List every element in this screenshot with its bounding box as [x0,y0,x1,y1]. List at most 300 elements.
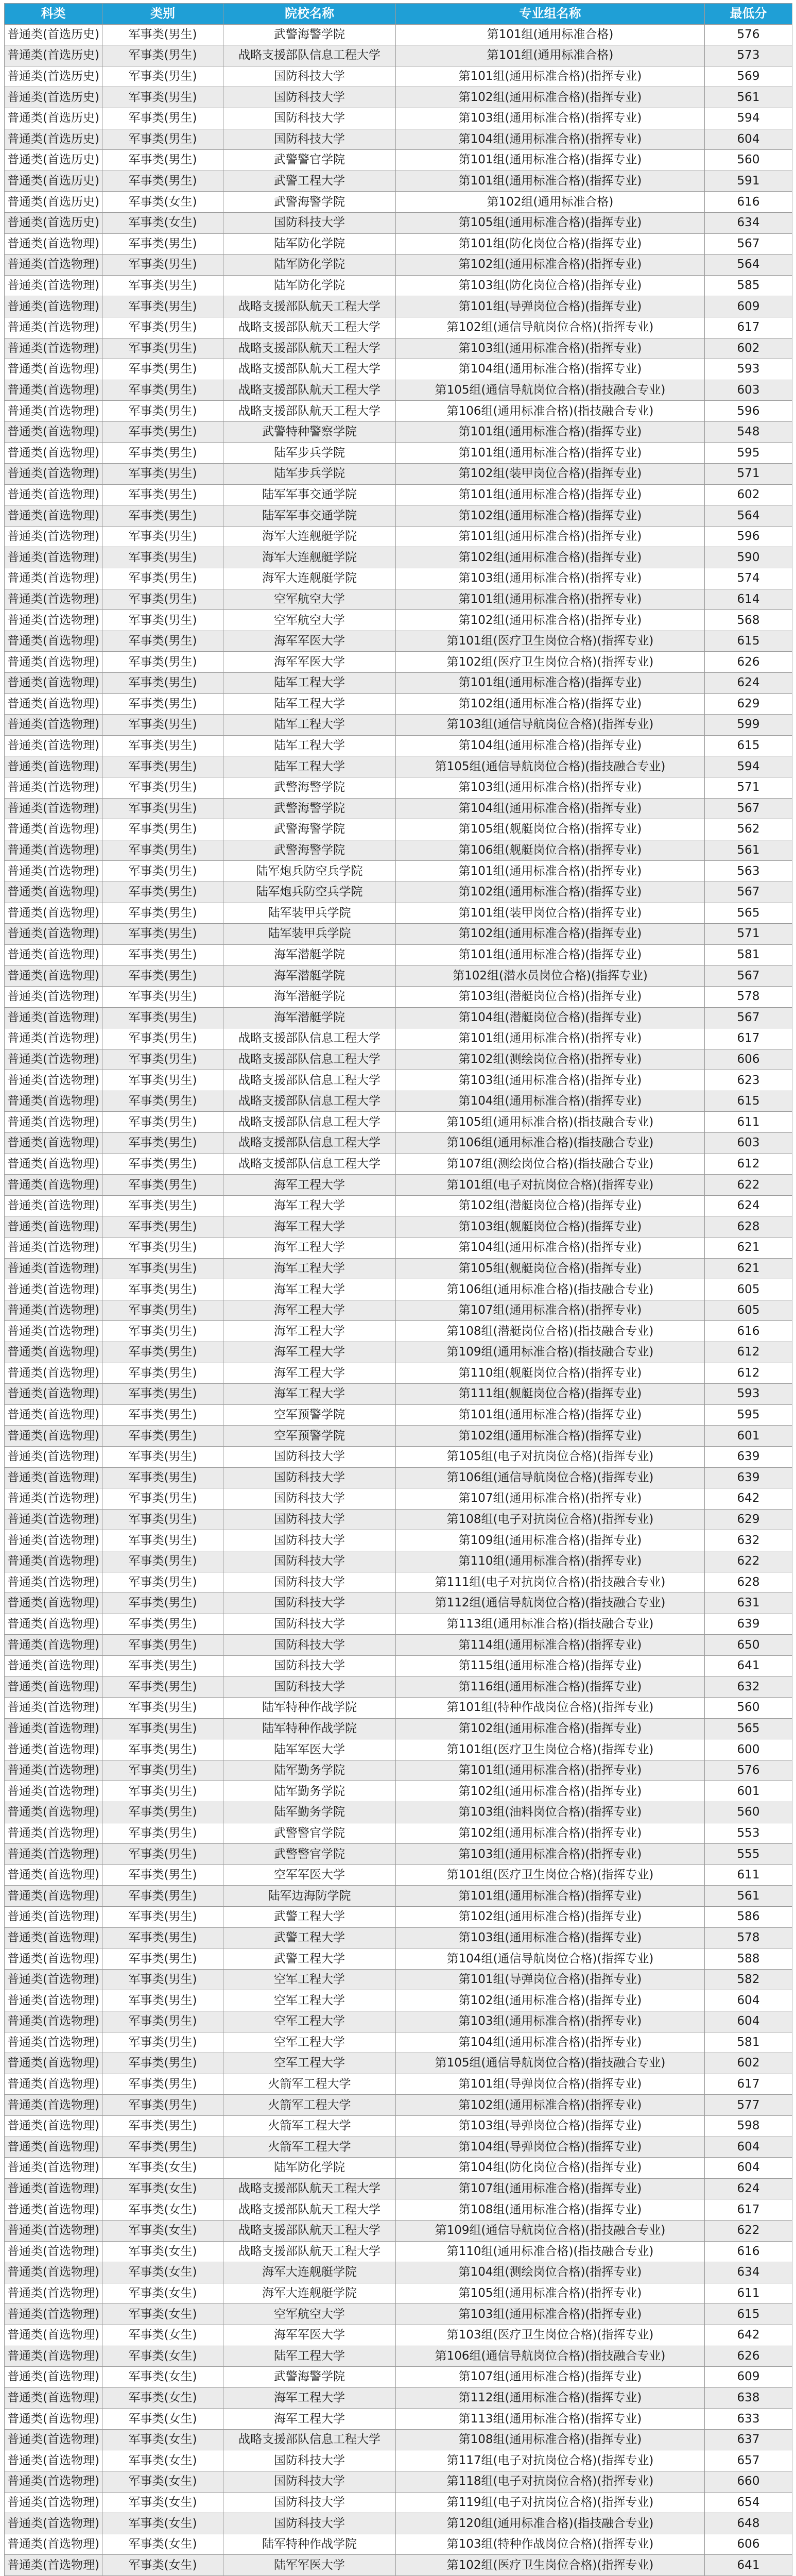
table-row [5,1760,792,1781]
cell-min-score: 603 [705,380,792,401]
table-row [5,2115,792,2137]
cell-school-name: 海军潜艇学院 [223,965,396,987]
cell-major-group: 第104组(通用标准合格)(指挥专业) [396,129,705,150]
cell-school-name: 陆军装甲兵学院 [223,924,396,945]
cell-type: 军事类(男生) [102,24,223,45]
cell-major-group: 第103组(通用标准合格)(指挥专业) [396,2011,705,2032]
cell-type: 军事类(男生) [102,2074,223,2095]
cell-major-group: 第104组(通信导航岗位合格)(指挥专业) [396,1948,705,1970]
cell-school-name: 陆军防化学院 [223,255,396,276]
cell-major-group: 第101组(导弹岗位合格)(指挥专业) [396,2074,705,2095]
cell-major-group: 第102组(通用标准合格)(指挥专业) [396,610,705,631]
cell-school-name: 国防科技大学 [223,2471,396,2493]
table-row [5,1321,792,1342]
table-row [5,589,792,610]
table-row [5,2095,792,2116]
cell-min-score: 578 [705,1927,792,1948]
cell-type: 军事类(女生) [102,2283,223,2304]
cell-min-score: 602 [705,484,792,505]
cell-school-name: 国防科技大学 [223,1614,396,1635]
cell-school-name: 战略支援部队航天工程大学 [223,359,396,380]
cell-subject-category: 普通类(首选物理) [5,1572,102,1593]
cell-type: 军事类(男生) [102,255,223,276]
cell-major-group: 第103组(防化岗位合格)(指挥专业) [396,275,705,296]
cell-subject-category: 普通类(首选物理) [5,2534,102,2555]
table-row [5,1195,792,1216]
cell-min-score: 611 [705,1865,792,1886]
cell-major-group: 第103组(通用标准合格)(指挥专业) [396,1927,705,1948]
cell-school-name: 海军大连舰艇学院 [223,568,396,589]
cell-subject-category: 普通类(首选物理) [5,903,102,924]
cell-school-name: 空军预警学院 [223,1426,396,1447]
table-row [5,212,792,233]
cell-subject-category: 普通类(首选物理) [5,1300,102,1321]
cell-min-score: 567 [705,882,792,903]
cell-min-score: 632 [705,1530,792,1551]
cell-type: 军事类(男生) [102,359,223,380]
cell-type: 军事类(男生) [102,568,223,589]
cell-min-score: 641 [705,2555,792,2576]
cell-type: 军事类(男生) [102,1488,223,1510]
cell-major-group: 第103组(导弹岗位合格)(指挥专业) [396,2115,705,2137]
cell-major-group: 第111组(电子对抗岗位合格)(指技融合专业) [396,1572,705,1593]
cell-type: 军事类(女生) [102,2367,223,2388]
cell-school-name: 武警特种警察学院 [223,421,396,443]
cell-min-score: 571 [705,924,792,945]
cell-type: 军事类(女生) [102,2513,223,2534]
cell-subject-category: 普通类(首选物理) [5,589,102,610]
cell-subject-category: 普通类(首选物理) [5,798,102,819]
cell-school-name: 国防科技大学 [223,1488,396,1510]
cell-subject-category: 普通类(首选物理) [5,1635,102,1656]
cell-min-score: 648 [705,2513,792,2534]
table-row [5,2199,792,2221]
cell-type: 军事类(男生) [102,1279,223,1300]
cell-subject-category: 普通类(首选物理) [5,2053,102,2074]
cell-school-name: 海军工程大学 [223,1300,396,1321]
table-row [5,1802,792,1823]
cell-type: 军事类(男生) [102,1384,223,1405]
cell-school-name: 海军大连舰艇学院 [223,2262,396,2283]
cell-major-group: 第107组(通用标准合格)(指挥专业) [396,2178,705,2199]
cell-min-score: 578 [705,986,792,1007]
cell-major-group: 第101组(通用标准合格)(指挥专业) [396,1028,705,1049]
cell-subject-category: 普通类(首选物理) [5,1404,102,1426]
cell-type: 军事类(男生) [102,547,223,568]
cell-major-group: 第104组(通用标准合格)(指挥专业) [396,359,705,380]
cell-subject-category: 普通类(首选物理) [5,1133,102,1154]
cell-subject-category: 普通类(首选物理) [5,1154,102,1175]
cell-min-score: 601 [705,1781,792,1802]
cell-type: 军事类(女生) [102,2387,223,2409]
cell-major-group: 第110组(通用标准合格)(指挥专业) [396,1551,705,1572]
table-row [5,129,792,150]
cell-major-group: 第101组(医疗卫生岗位合格)(指挥专业) [396,1739,705,1760]
table-row [5,1404,792,1426]
header-type: 类别 [102,4,223,25]
table-row [5,735,792,756]
cell-school-name: 国防科技大学 [223,1655,396,1676]
cell-type: 军事类(男生) [102,1760,223,1781]
cell-major-group: 第105组(通用标准合格)(指挥专业) [396,2283,705,2304]
cell-major-group: 第102组(通用标准合格)(指挥专业) [396,1426,705,1447]
table-row [5,652,792,673]
cell-subject-category: 普通类(首选物理) [5,631,102,652]
cell-major-group: 第103组(通用标准合格)(指挥专业) [396,1844,705,1865]
cell-major-group: 第102组(测绘岗位合格)(指挥专业) [396,1049,705,1070]
cell-min-score: 567 [705,233,792,255]
cell-school-name: 火箭军工程大学 [223,2137,396,2158]
table-row [5,1593,792,1614]
table-row [5,2053,792,2074]
cell-subject-category: 普通类(首选物理) [5,1509,102,1530]
cell-subject-category: 普通类(首选物理) [5,1865,102,1886]
cell-subject-category: 普通类(首选历史) [5,24,102,45]
cell-major-group: 第101组(通用标准合格)(指挥专业) [396,1886,705,1907]
table-row [5,2220,792,2241]
header-min-score: 最低分 [705,4,792,25]
cell-min-score: 576 [705,24,792,45]
cell-type: 军事类(女生) [102,2555,223,2576]
cell-subject-category: 普通类(首选物理) [5,2262,102,2283]
cell-major-group: 第101组(通用标准合格)(指挥专业) [396,1760,705,1781]
cell-type: 军事类(男生) [102,735,223,756]
table-row [5,1175,792,1196]
cell-min-score: 594 [705,108,792,129]
cell-major-group: 第113组(通用标准合格)(指技融合专业) [396,1614,705,1635]
table-row [5,798,792,819]
cell-major-group: 第110组(通用标准合格)(指技融合专业) [396,2241,705,2262]
cell-major-group: 第107组(测绘岗位合格)(指技融合专业) [396,1154,705,1175]
table-row [5,359,792,380]
cell-subject-category: 普通类(首选历史) [5,87,102,108]
table-row [5,673,792,694]
cell-school-name: 陆军边海防学院 [223,1886,396,1907]
cell-subject-category: 普通类(首选物理) [5,1028,102,1049]
cell-school-name: 火箭军工程大学 [223,2095,396,2116]
cell-min-score: 605 [705,1300,792,1321]
cell-min-score: 555 [705,1844,792,1865]
cell-min-score: 568 [705,610,792,631]
cell-type: 军事类(男生) [102,1509,223,1530]
cell-school-name: 战略支援部队信息工程大学 [223,1154,396,1175]
cell-min-score: 560 [705,1802,792,1823]
cell-school-name: 海军工程大学 [223,2387,396,2409]
cell-subject-category: 普通类(首选物理) [5,1216,102,1238]
cell-type: 军事类(男生) [102,819,223,840]
cell-major-group: 第102组(通用标准合格)(指挥专业) [396,2095,705,2116]
cell-type: 军事类(女生) [102,2492,223,2513]
cell-min-score: 573 [705,45,792,66]
cell-subject-category: 普通类(首选物理) [5,2450,102,2471]
cell-min-score: 642 [705,1488,792,1510]
cell-type: 军事类(男生) [102,1467,223,1488]
cell-school-name: 陆军勤务学院 [223,1802,396,1823]
cell-school-name: 战略支援部队信息工程大学 [223,1133,396,1154]
cell-major-group: 第104组(通用标准合格)(指挥专业) [396,798,705,819]
cell-subject-category: 普通类(首选物理) [5,715,102,736]
cell-subject-category: 普通类(首选物理) [5,505,102,527]
table-row [5,1070,792,1091]
cell-min-score: 585 [705,275,792,296]
table-row [5,2450,792,2471]
cell-school-name: 陆军工程大学 [223,715,396,736]
cell-school-name: 战略支援部队航天工程大学 [223,2220,396,2241]
cell-min-score: 574 [705,568,792,589]
table-row [5,1886,792,1907]
cell-major-group: 第101组(通用标准合格)(指挥专业) [396,1404,705,1426]
table-row [5,1154,792,1175]
cell-type: 军事类(男生) [102,1676,223,1698]
cell-subject-category: 普通类(首选物理) [5,1844,102,1865]
cell-major-group: 第105组(通用标准合格)(指挥专业) [396,212,705,233]
table-row [5,1948,792,1970]
table-row [5,2429,792,2450]
cell-type: 军事类(女生) [102,2220,223,2241]
table-row [5,1907,792,1928]
cell-major-group: 第104组(潜艇岗位合格)(指挥专业) [396,1007,705,1028]
table-row [5,1446,792,1467]
cell-major-group: 第109组(通用标准合格)(指技融合专业) [396,1342,705,1363]
cell-type: 军事类(男生) [102,1426,223,1447]
cell-type: 军事类(男生) [102,464,223,485]
cell-type: 军事类(男生) [102,715,223,736]
cell-min-score: 639 [705,1614,792,1635]
cell-min-score: 561 [705,840,792,861]
cell-min-score: 628 [705,1216,792,1238]
cell-min-score: 576 [705,1760,792,1781]
cell-school-name: 武警工程大学 [223,1948,396,1970]
table-row [5,296,792,317]
table-row [5,255,792,276]
cell-major-group: 第105组(电子对抗岗位合格)(指挥专业) [396,1446,705,1467]
cell-major-group: 第108组(通用标准合格)(指挥专业) [396,2429,705,2450]
cell-min-score: 600 [705,1739,792,1760]
cell-school-name: 海军潜艇学院 [223,1007,396,1028]
cell-min-score: 586 [705,1907,792,1928]
cell-subject-category: 普通类(首选物理) [5,1238,102,1259]
cell-subject-category: 普通类(首选物理) [5,2409,102,2430]
table-row [5,1279,792,1300]
table-row [5,965,792,987]
cell-min-score: 606 [705,1049,792,1070]
cell-major-group: 第108组(潜艇岗位合格)(指技融合专业) [396,1321,705,1342]
cell-type: 军事类(男生) [102,296,223,317]
cell-min-score: 626 [705,652,792,673]
cell-subject-category: 普通类(首选历史) [5,150,102,171]
cell-major-group: 第105组(舰艇岗位合格)(指挥专业) [396,1258,705,1279]
cell-type: 军事类(男生) [102,1404,223,1426]
cell-major-group: 第105组(通用标准合格)(指技融合专业) [396,1112,705,1133]
table-row [5,2325,792,2346]
table-row [5,1990,792,2011]
cell-school-name: 空军工程大学 [223,2011,396,2032]
cell-type: 军事类(男生) [102,1718,223,1739]
cell-school-name: 空军工程大学 [223,2032,396,2053]
cell-subject-category: 普通类(首选物理) [5,1614,102,1635]
cell-type: 军事类(女生) [102,2178,223,2199]
table-row [5,2241,792,2262]
cell-min-score: 626 [705,2346,792,2367]
cell-major-group: 第102组(通用标准合格)(指挥专业) [396,547,705,568]
cell-major-group: 第101组(通用标准合格)(指挥专业) [396,526,705,547]
cell-school-name: 武警海警学院 [223,24,396,45]
cell-major-group: 第106组(通信导航岗位合格)(指技融合专业) [396,2346,705,2367]
cell-type: 军事类(女生) [102,2429,223,2450]
cell-major-group: 第101组(通用标准合格) [396,24,705,45]
cell-school-name: 国防科技大学 [223,66,396,87]
cell-type: 军事类(男生) [102,150,223,171]
table-row [5,1530,792,1551]
cell-min-score: 588 [705,1948,792,1970]
cell-subject-category: 普通类(首选物理) [5,693,102,715]
cell-subject-category: 普通类(首选物理) [5,2283,102,2304]
cell-major-group: 第116组(通用标准合格)(指挥专业) [396,1676,705,1698]
cell-school-name: 陆军特种作战学院 [223,2534,396,2555]
cell-type: 军事类(女生) [102,2450,223,2471]
cell-min-score: 616 [705,192,792,213]
cell-type: 军事类(男生) [102,1802,223,1823]
cell-subject-category: 普通类(首选物理) [5,1655,102,1676]
cell-school-name: 陆军炮兵防空兵学院 [223,861,396,882]
cell-subject-category: 普通类(首选历史) [5,66,102,87]
cell-major-group: 第102组(通用标准合格)(指挥专业) [396,1718,705,1739]
cell-school-name: 国防科技大学 [223,2450,396,2471]
cell-min-score: 622 [705,2220,792,2241]
cell-subject-category: 普通类(首选物理) [5,380,102,401]
cell-major-group: 第101组(医疗卫生岗位合格)(指挥专业) [396,631,705,652]
cell-type: 军事类(男生) [102,631,223,652]
table-row [5,861,792,882]
cell-type: 军事类(男生) [102,275,223,296]
cell-major-group: 第103组(通信导航岗位合格)(指挥专业) [396,715,705,736]
cell-major-group: 第101组(装甲岗位合格)(指挥专业) [396,903,705,924]
cell-type: 军事类(男生) [102,882,223,903]
cell-school-name: 陆军军事交通学院 [223,505,396,527]
table-row [5,986,792,1007]
cell-school-name: 海军大连舰艇学院 [223,547,396,568]
cell-type: 军事类(男生) [102,1258,223,1279]
cell-type: 军事类(男生) [102,1823,223,1844]
cell-min-score: 594 [705,756,792,777]
cell-school-name: 空军航空大学 [223,610,396,631]
cell-min-score: 617 [705,317,792,338]
cell-subject-category: 普通类(首选物理) [5,2158,102,2179]
cell-major-group: 第102组(通用标准合格)(指挥专业) [396,505,705,527]
cell-type: 军事类(男生) [102,1844,223,1865]
table-row [5,1781,792,1802]
cell-type: 军事类(男生) [102,965,223,987]
cell-subject-category: 普通类(首选历史) [5,212,102,233]
cell-school-name: 陆军步兵学院 [223,443,396,464]
cell-type: 军事类(男生) [102,526,223,547]
cell-type: 军事类(男生) [102,1655,223,1676]
cell-school-name: 战略支援部队航天工程大学 [223,2199,396,2221]
cell-school-name: 火箭军工程大学 [223,2115,396,2137]
cell-major-group: 第102组(医疗卫生岗位合格)(指挥专业) [396,652,705,673]
cell-major-group: 第101组(通用标准合格)(指挥专业) [396,150,705,171]
cell-school-name: 陆军防化学院 [223,2158,396,2179]
cell-subject-category: 普通类(首选物理) [5,1363,102,1384]
table-row [5,87,792,108]
cell-major-group: 第117组(电子对抗岗位合格)(指挥专业) [396,2450,705,2471]
cell-major-group: 第102组(潜水员岗位合格)(指挥专业) [396,965,705,987]
cell-type: 军事类(男生) [102,1321,223,1342]
table-row [5,2178,792,2199]
table-row [5,715,792,736]
cell-subject-category: 普通类(首选物理) [5,1426,102,1447]
cell-subject-category: 普通类(首选物理) [5,338,102,359]
cell-type: 军事类(男生) [102,505,223,527]
cell-min-score: 571 [705,777,792,798]
cell-major-group: 第101组(通用标准合格)(指挥专业) [396,443,705,464]
table-row [5,1698,792,1719]
cell-major-group: 第108组(电子对抗岗位合格)(指挥专业) [396,1509,705,1530]
cell-min-score: 632 [705,1676,792,1698]
cell-school-name: 武警海警学院 [223,2367,396,2388]
cell-subject-category: 普通类(首选物理) [5,777,102,798]
cell-school-name: 国防科技大学 [223,212,396,233]
cell-min-score: 615 [705,631,792,652]
cell-type: 军事类(男生) [102,484,223,505]
cell-type: 军事类(男生) [102,1216,223,1238]
cell-min-score: 582 [705,1969,792,1990]
cell-min-score: 624 [705,2178,792,2199]
cell-type: 军事类(女生) [102,192,223,213]
cell-type: 军事类(男生) [102,756,223,777]
cell-subject-category: 普通类(首选物理) [5,2555,102,2576]
cell-major-group: 第105组(舰艇岗位合格)(指挥专业) [396,819,705,840]
cell-type: 军事类(男生) [102,1948,223,1970]
cell-school-name: 火箭军工程大学 [223,2074,396,2095]
table-row [5,2471,792,2493]
table-row [5,756,792,777]
cell-major-group: 第103组(通用标准合格)(指挥专业) [396,568,705,589]
cell-school-name: 陆军工程大学 [223,2346,396,2367]
cell-school-name: 战略支援部队信息工程大学 [223,1091,396,1112]
table-row [5,1133,792,1154]
cell-school-name: 武警海警学院 [223,840,396,861]
cell-major-group: 第102组(医疗卫生岗位合格)(指挥专业) [396,2555,705,2576]
cell-major-group: 第101组(通用标准合格)(指挥专业) [396,66,705,87]
table-row [5,2534,792,2555]
cell-subject-category: 普通类(首选物理) [5,1467,102,1488]
cell-major-group: 第112组(通用标准合格)(指挥专业) [396,2387,705,2409]
cell-major-group: 第104组(通用标准合格)(指挥专业) [396,1091,705,1112]
table-row [5,233,792,255]
cell-major-group: 第103组(医疗卫生岗位合格)(指挥专业) [396,2325,705,2346]
cell-min-score: 637 [705,2429,792,2450]
cell-subject-category: 普通类(首选物理) [5,1488,102,1510]
cell-min-score: 642 [705,2325,792,2346]
cell-min-score: 602 [705,2053,792,2074]
cell-major-group: 第120组(通用标准合格)(指技融合专业) [396,2513,705,2534]
cell-major-group: 第102组(通用标准合格)(指挥专业) [396,1823,705,1844]
table-row [5,2032,792,2053]
table-row [5,1112,792,1133]
cell-school-name: 海军工程大学 [223,1216,396,1238]
cell-subject-category: 普通类(首选物理) [5,1258,102,1279]
cell-min-score: 560 [705,1698,792,1719]
table-row [5,693,792,715]
cell-major-group: 第114组(通用标准合格)(指挥专业) [396,1635,705,1656]
cell-min-score: 602 [705,338,792,359]
table-row [5,1238,792,1259]
cell-min-score: 660 [705,2471,792,2493]
table-row [5,150,792,171]
cell-subject-category: 普通类(首选物理) [5,296,102,317]
cell-school-name: 战略支援部队信息工程大学 [223,45,396,66]
